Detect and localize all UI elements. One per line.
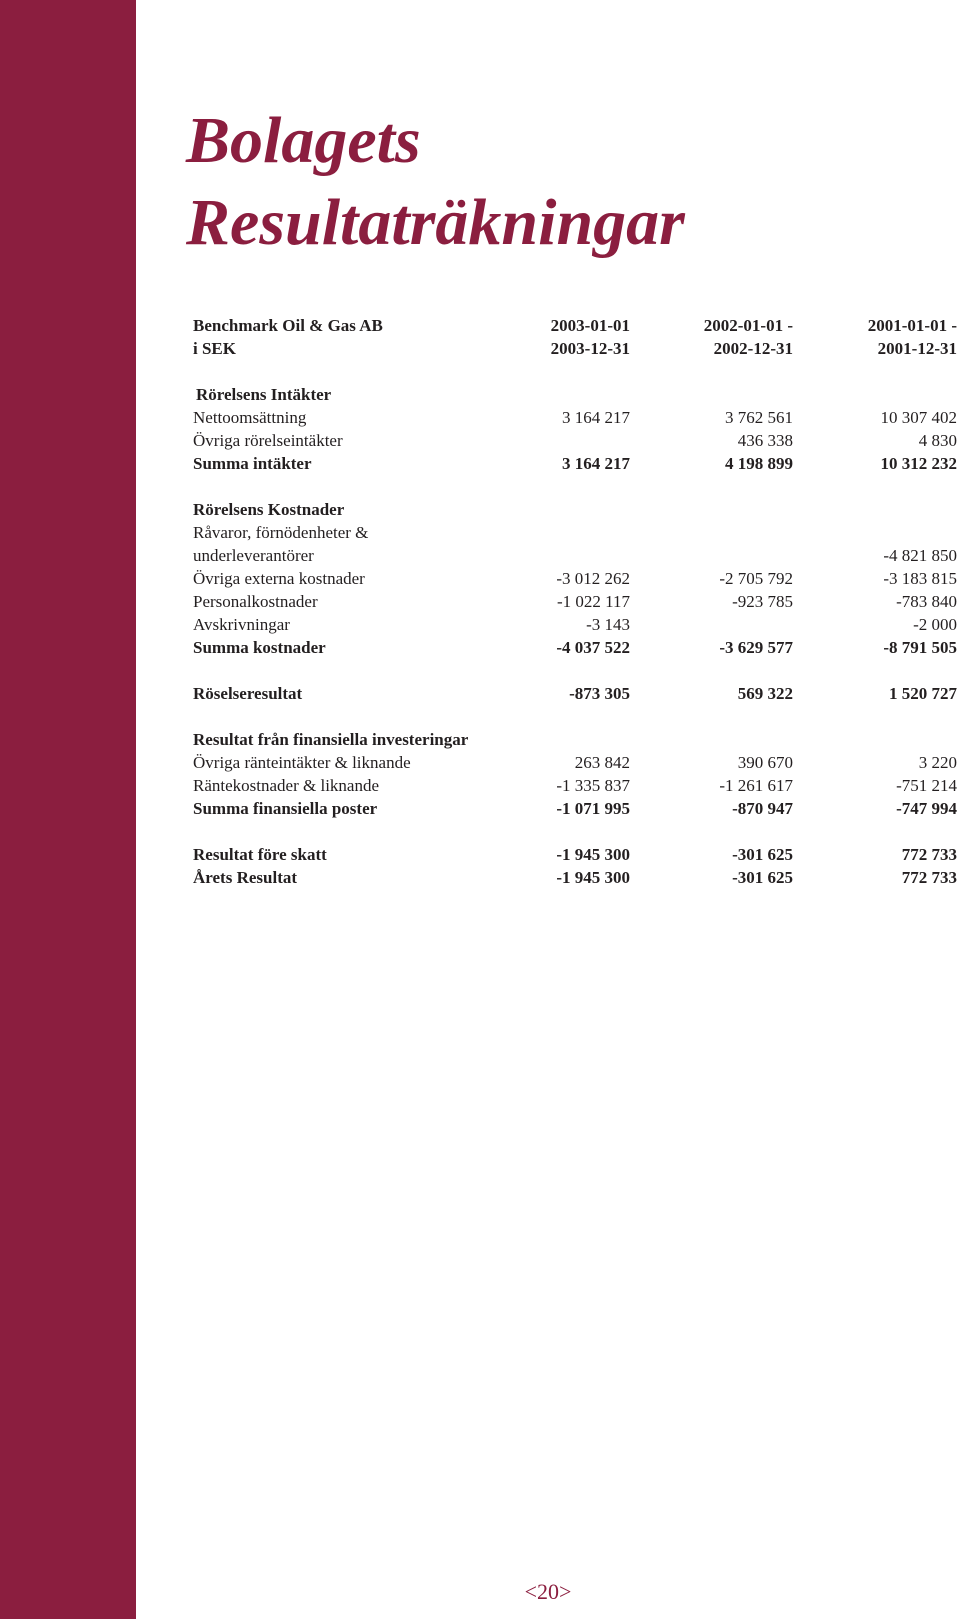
row-value-2002: -301 625 [732, 868, 793, 887]
col1-header-start: 2003-01-01 [550, 316, 630, 335]
side-color-band [0, 0, 136, 1619]
row-label: Övriga rörelseintäkter [193, 431, 343, 450]
row-label: Övriga ränteintäkter & liknande [193, 753, 411, 772]
operating-result-row [193, 682, 959, 705]
table-row [193, 751, 959, 774]
row-value-2003: 3 164 217 [562, 454, 630, 473]
table-row [193, 774, 959, 797]
row-value-2002: -1 261 617 [719, 776, 793, 795]
row-value-2002: 390 670 [737, 753, 793, 772]
spacer [193, 475, 959, 498]
row-value-2001: -783 840 [896, 592, 957, 611]
section-heading-costs [193, 498, 959, 521]
spacer [193, 820, 959, 843]
title-line-2: Resultaträkningar [186, 186, 685, 259]
row-value-2003: -1 022 117 [556, 592, 630, 611]
row-value-2001: -8 791 505 [883, 638, 957, 657]
section-heading-income [193, 383, 959, 406]
page-number: <20> [524, 1579, 572, 1604]
row-label: Resultat före skatt [193, 845, 327, 864]
currency-label: i SEK [193, 339, 236, 358]
header-row-1 [193, 314, 959, 337]
row-label: Summa kostnader [193, 638, 326, 657]
section-heading-label: Rörelsens Kostnader [193, 500, 345, 519]
row-value-2001: 1 520 727 [889, 684, 957, 703]
col2-header-start: 2002-01-01 - [703, 316, 793, 335]
table-row [193, 406, 959, 429]
col3-header-end: 2001-12-31 [877, 339, 957, 358]
section-heading-label: Resultat från finansiella investeringar [193, 730, 469, 749]
row-value-2003: 3 164 217 [562, 408, 630, 427]
row-label: Röselseresultat [193, 684, 303, 703]
section-heading-financial [193, 728, 959, 751]
row-value-2003: -4 037 522 [556, 638, 630, 657]
row-value-2002: 569 322 [737, 684, 793, 703]
row-value-2002: -3 629 577 [719, 638, 793, 657]
row-value-2001: -751 214 [896, 776, 957, 795]
row-value-2002: 4 198 899 [725, 454, 793, 473]
income-statement-table [193, 314, 959, 889]
row-label: Råvaror, förnödenheter & [193, 523, 369, 542]
table-row [193, 613, 959, 636]
result-before-tax-row [193, 843, 959, 866]
row-value-2001: 3 220 [918, 753, 957, 772]
row-label: Summa finansiella poster [193, 799, 378, 818]
row-label: underleverantörer [193, 546, 314, 565]
col3-header-start: 2001-01-01 - [867, 316, 957, 335]
row-value-2001: -3 183 815 [883, 569, 957, 588]
table-row [193, 521, 959, 544]
total-row-income [193, 452, 959, 475]
col2-header-end: 2002-12-31 [713, 339, 793, 358]
row-value-2003: 263 842 [574, 753, 630, 772]
table-row [193, 544, 959, 567]
row-value-2002: 3 762 561 [725, 408, 793, 427]
header-row-2 [193, 337, 959, 360]
row-value-2003: -1 071 995 [556, 799, 630, 818]
row-label: Avskrivningar [193, 615, 290, 634]
row-value-2001: -747 994 [896, 799, 957, 818]
row-value-2001: -2 000 [913, 615, 957, 634]
spacer [193, 360, 959, 383]
table-row [193, 429, 959, 452]
row-value-2001: 4 830 [918, 431, 957, 450]
row-value-2002: 436 338 [737, 431, 793, 450]
row-value-2003: -873 305 [569, 684, 630, 703]
total-row-financial [193, 797, 959, 820]
row-label: Övriga externa kostnader [193, 569, 365, 588]
row-value-2001: 772 733 [901, 868, 957, 887]
row-label: Nettoomsättning [193, 408, 307, 427]
row-value-2002: -923 785 [732, 592, 793, 611]
row-value-2003: -1 945 300 [556, 868, 630, 887]
row-value-2003: -1 945 300 [556, 845, 630, 864]
company-name: Benchmark Oil & Gas AB [193, 316, 383, 335]
row-value-2001: 10 312 232 [880, 454, 957, 473]
year-result-row [193, 866, 959, 889]
page-title [186, 100, 685, 264]
row-value-2001: 772 733 [901, 845, 957, 864]
spacer [193, 705, 959, 728]
spacer [193, 659, 959, 682]
row-label: Summa intäkter [193, 454, 312, 473]
row-value-2002: -2 705 792 [719, 569, 793, 588]
total-row-costs [193, 636, 959, 659]
col1-header-end: 2003-12-31 [550, 339, 630, 358]
row-label: Räntekostnader & liknande [193, 776, 380, 795]
table-row [193, 567, 959, 590]
row-value-2001: -4 821 850 [883, 546, 957, 565]
row-value-2003: -1 335 837 [556, 776, 630, 795]
row-value-2001: 10 307 402 [880, 408, 957, 427]
row-value-2003: -3 012 262 [556, 569, 630, 588]
section-heading-label: Rörelsens Intäkter [196, 385, 332, 404]
row-value-2003: -3 143 [586, 615, 630, 634]
row-label: Årets Resultat [193, 868, 298, 887]
row-value-2002: -301 625 [732, 845, 793, 864]
row-value-2002: -870 947 [732, 799, 793, 818]
title-line-1: Bolagets [186, 104, 421, 177]
table-row [193, 590, 959, 613]
row-label: Personalkostnader [193, 592, 318, 611]
